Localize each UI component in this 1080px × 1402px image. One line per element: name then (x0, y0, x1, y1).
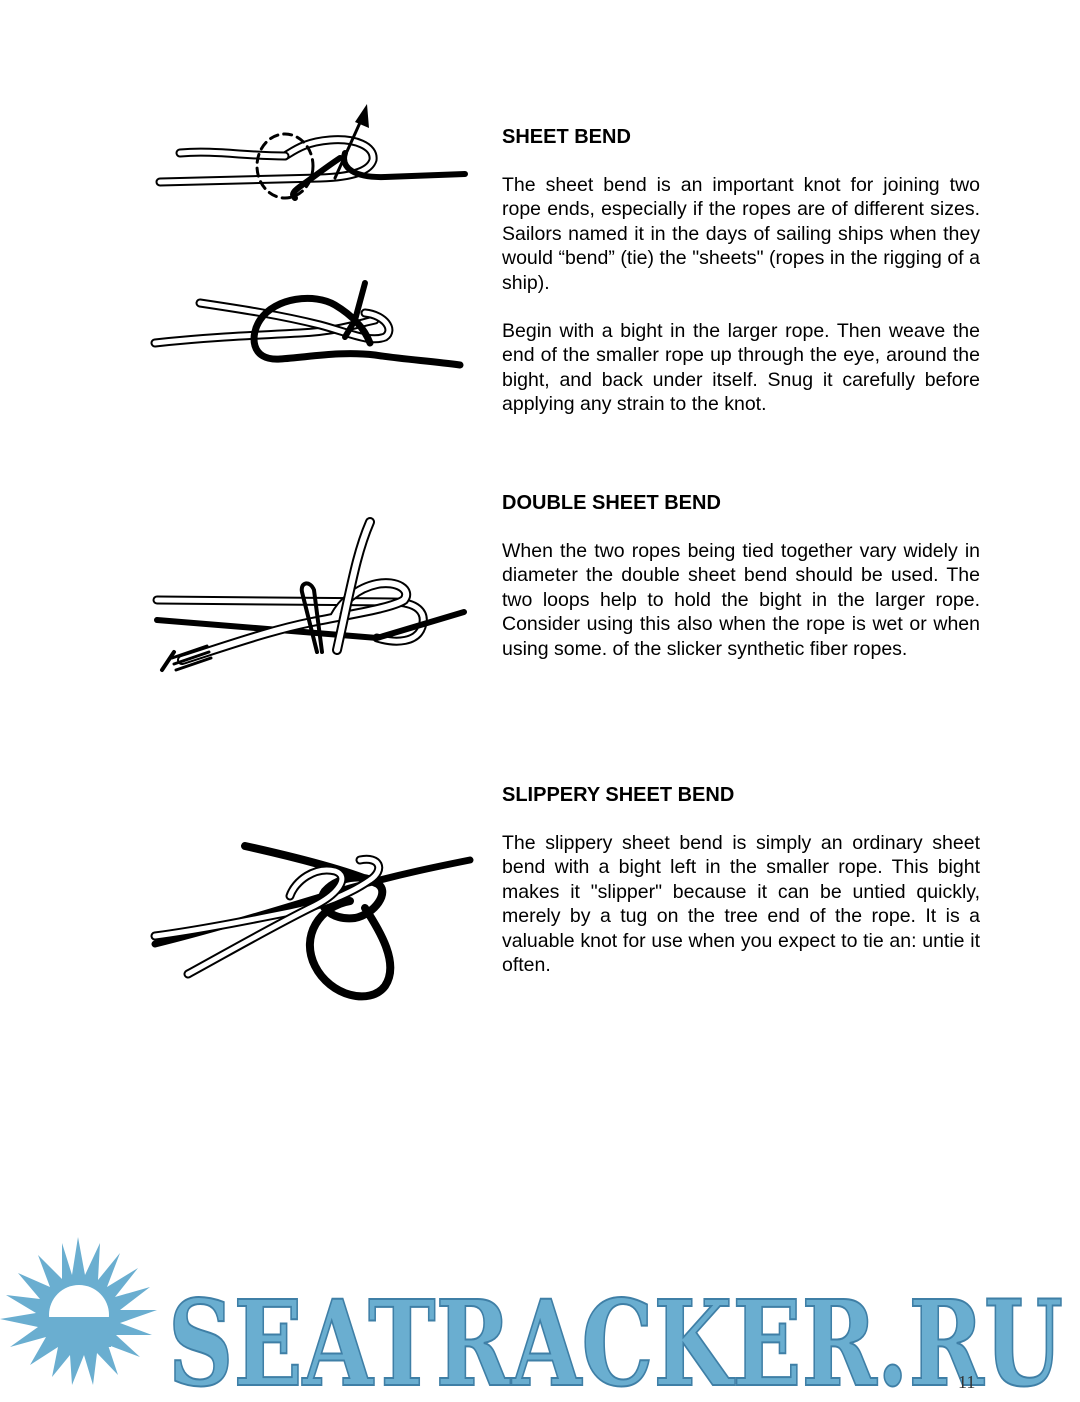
slippery-sheet-bend-title: SLIPPERY SHEET BEND (502, 784, 735, 806)
sheet-bend-step1-illustration (155, 98, 475, 208)
sheet-bend-paragraph: Begin with a bight in the larger rope. Then weave the end of the smaller rope up through the eye, around the bight, and back under itself. Snug it carefully before applying any strain to the knot. (502, 320, 980, 416)
slippery-sheet-bend-paragraph: The slippery sheet bend is simply an ordinary sheet bend with a bight left in the smaller rope. This bight makes it "slipper" because it can be untied quickly, merely by a tug on the tree end of the rope. It is a valuable knot for use when you expect to tie an: untie it often. (502, 832, 980, 977)
seatracker-watermark (0, 1235, 1080, 1402)
sheet-bend-title: SHEET BEND (502, 126, 631, 148)
sheet-bend-section (502, 125, 980, 441)
double-sheet-bend-illustration (152, 512, 472, 687)
slippery-sheet-bend-illustration (150, 836, 475, 1016)
sheet-bend-paragraph: The sheet bend is an important knot for joining two rope ends, especially if the ropes are of different sizes. Sailors named it in the days of sailing ships when they would “bend” (tie) the "sheets" (ropes in the rigging of a ship). (502, 174, 980, 294)
watermark-text: SEATRACKER.RU (168, 1274, 1063, 1397)
slippery-sheet-bend-section (502, 783, 980, 1001)
sheet-bend-step2-illustration (150, 275, 470, 375)
page-number: 11 (958, 1372, 976, 1392)
double-sheet-bend-paragraph: When the two ropes being tied together vary widely in diameter the double sheet bend should be used. The two loops help to hold the bight in the larger rope. Consider using this also when the rope is wet or when using some. of the slicker synthetic fiber ropes. (502, 540, 980, 660)
double-sheet-bend-section (502, 491, 980, 685)
double-sheet-bend-title: DOUBLE SHEET BEND (502, 492, 721, 514)
